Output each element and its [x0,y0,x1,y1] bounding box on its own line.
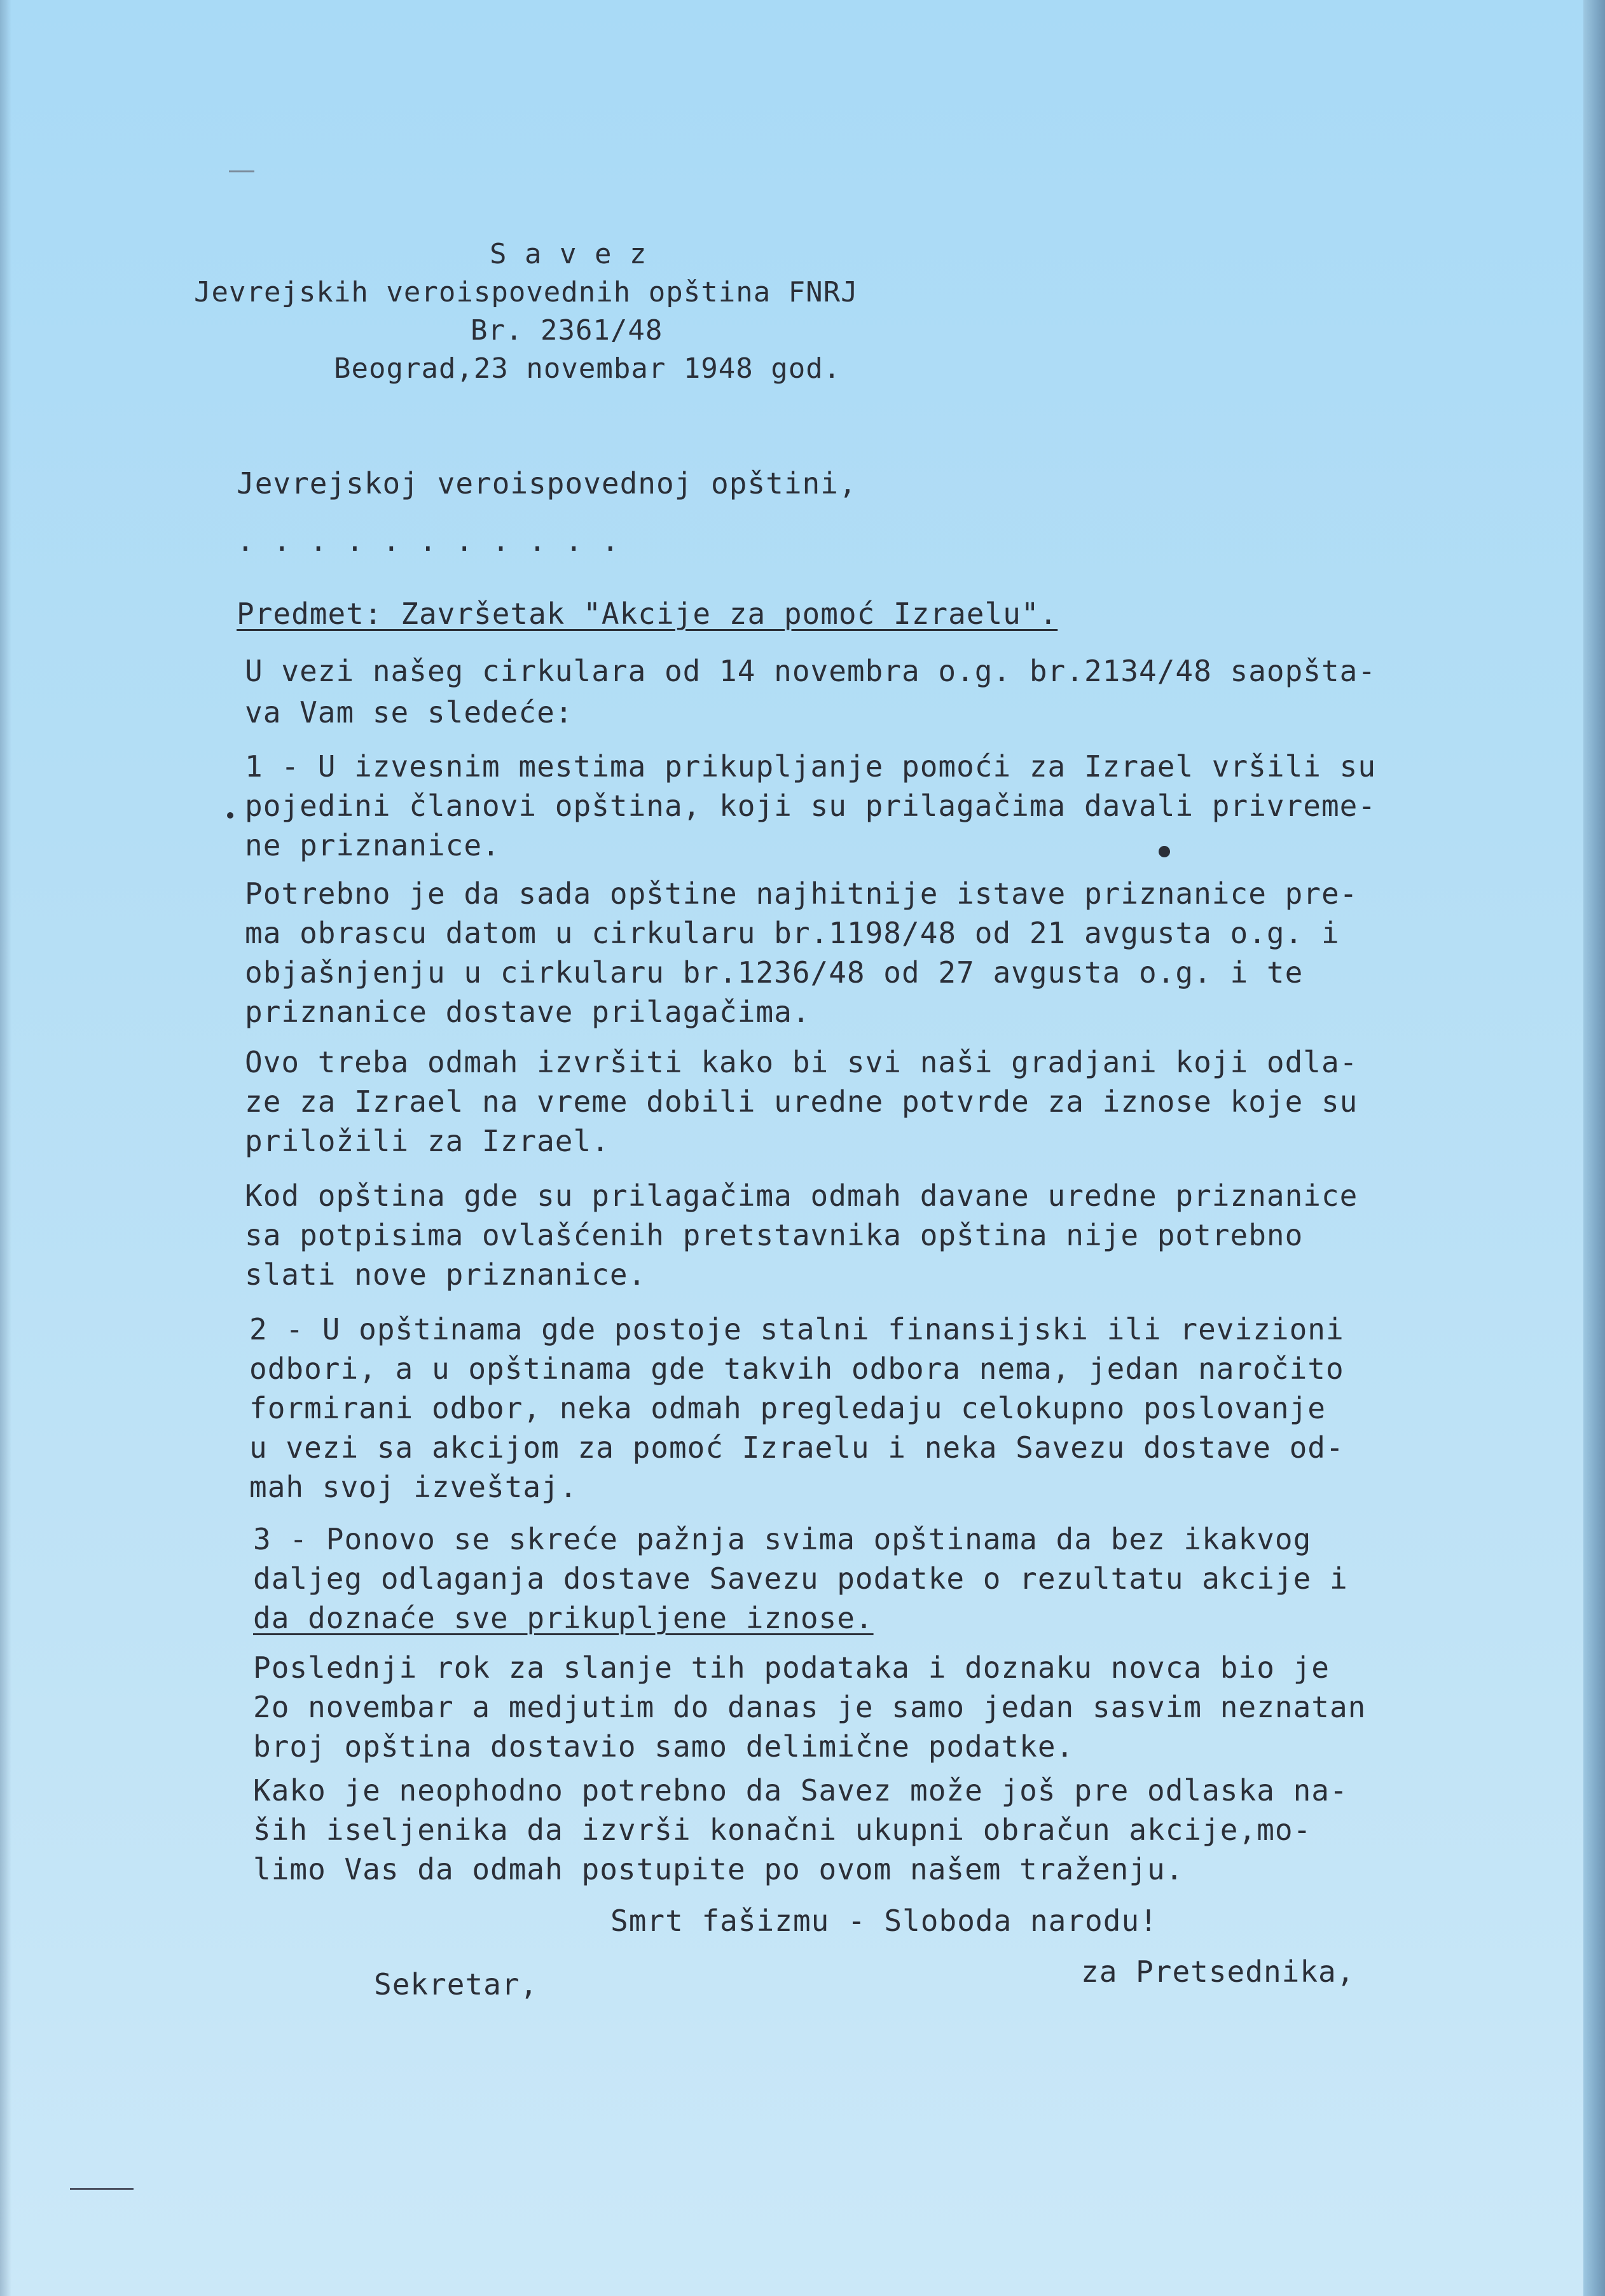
intro-line-2: va Vam se sledeće: [245,695,574,730]
para7-line-1: Poslednji rok za slanje tih podataka i doznaku novca bio je [253,1650,1330,1685]
para2-line-3: objašnjenju u cirkularu br.1236/48 od 27 avgusta o.g. i te [245,955,1304,990]
president-signature-label: za Pretsednika, [1081,1954,1355,1989]
document-number: Br. 2361/48 [471,314,663,347]
para5-line-2: odbori, a u opštinama gde takvih odbora nema, jedan naročito [249,1352,1344,1386]
para2-line-2: ma obrascu datom u cirkularu br.1198/48 od 21 avgusta o.g. i [245,916,1340,950]
para6-line-3: da doznaće sve prikupljene iznose. [253,1601,874,1635]
document-date: Beograd,23 novembar 1948 god. [334,352,841,385]
scan-edge [1583,0,1605,2296]
para2-line-1: Potrebno je da sada opštine najhitnije istave priznanice pre- [245,876,1358,911]
para5-line-1: 2 - U opštinama gde postoje stalni finansijski ili revizioni [249,1312,1344,1346]
para1-line-3: ne priznanice. [245,828,500,862]
para5-line-5: mah svoj izveštaj. [249,1470,578,1504]
para3-line-1: Ovo treba odmah izvršiti kako bi svi naši gradjani koji odla- [245,1045,1358,1079]
para6-line-2: daljeg odlaganja dostave Savezu podatke o rezultatu akcije i [253,1561,1348,1596]
para8-line-1: Kako je neophodno potrebno da Savez može još pre odlaska na- [253,1773,1348,1808]
intro-line-1: U vezi našeg cirkulara od 14 novembra o.g. br.2134/48 saopšta- [245,654,1377,688]
secretary-signature-label: Sekretar, [374,1967,539,2002]
para8-line-2: ših iseljenika da izvrši konačni ukupni obračun akcije,mo- [253,1813,1312,1847]
para5-line-4: u vezi sa akcijom za pomoć Izraelu i neka Savezu dostave od- [249,1430,1344,1465]
para4-line-1: Kod opština gde su prilagačima odmah davane uredne priznanice [245,1179,1358,1213]
margin-mark [70,2188,134,2190]
closing-slogan: Smrt fašizmu - Sloboda narodu! [610,1904,1158,1938]
scan-shadow [0,0,11,2296]
para5-line-3: formirani odbor, neka odmah pregledaju celokupno poslovanje [249,1391,1326,1425]
ink-blot [1159,846,1170,857]
para2-line-4: priznanice dostave prilagačima. [245,995,811,1029]
para8-line-3: limo Vas da odmah postupite po ovom našem traženju. [253,1852,1184,1886]
subject-line: Predmet: Završetak "Akcije za pomoć Izraelu". [237,597,1058,631]
top-mark [229,170,254,172]
para1-line-1: 1 - U izvesnim mestima prikupljanje pomoći za Izrael vršili su [245,749,1377,784]
org-full-name: Jevrejskih veroispovednih opština FNRJ [194,276,858,308]
para6-line-1: 3 - Ponovo se skreće pažnja svima opštinama da bez ikakvog [253,1522,1312,1556]
para3-line-3: priložili za Izrael. [245,1124,610,1158]
ink-dot [227,812,233,819]
recipient-line: Jevrejskoj veroispovednoj opštini, [237,466,857,501]
para4-line-3: slati nove priznanice. [245,1257,647,1292]
para7-line-2: 2o novembar a medjutim do danas je samo jedan sasvim neznatan [253,1690,1367,1724]
org-name: S a v e z [490,238,647,270]
para3-line-2: ze za Izrael na vreme dobili uredne potvrde za iznose koje su [245,1084,1358,1119]
para1-line-2: pojedini članovi opština, koji su prilagačima davali privreme- [245,789,1377,823]
para4-line-2: sa potpisima ovlašćenih pretstavnika opština nije potrebno [245,1218,1304,1252]
para7-line-3: broj opština dostavio samo delimične podatke. [253,1729,1075,1764]
recipient-dots: . . . . . . . . . . . [237,523,620,558]
